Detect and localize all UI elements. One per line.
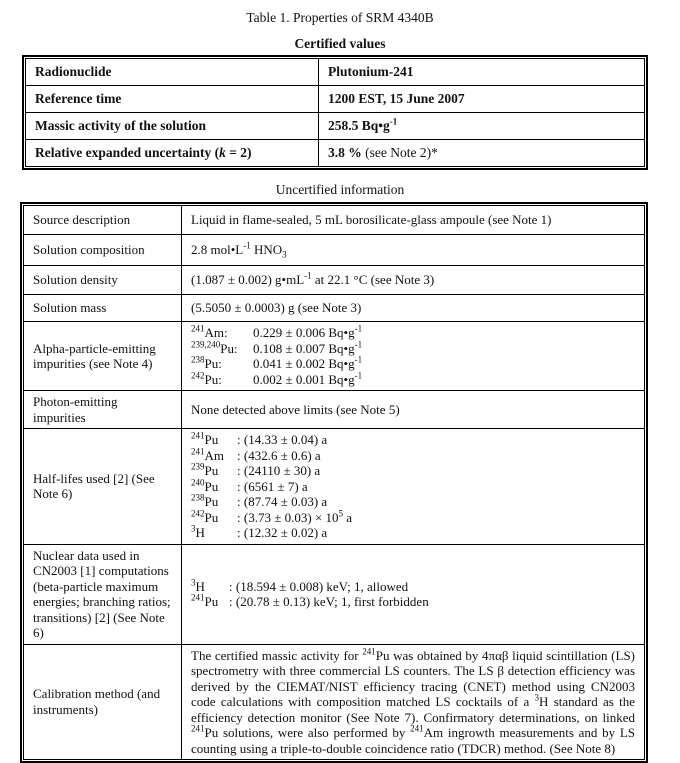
table-row: [26, 140, 645, 167]
row-label: Photon-emitting impurities: [33, 394, 118, 425]
row-value-cell: [182, 206, 645, 235]
nuclear-data-line: [191, 579, 635, 595]
row-value: (5.5050 ± 0.0003) g (see Note 3): [191, 300, 362, 316]
row-label-cell: [24, 206, 182, 235]
table-row: [26, 113, 645, 140]
table-row: [26, 86, 645, 113]
row-label-cell: [24, 644, 182, 760]
row-value: 2.8 $mol•L^{-1}$ $HNO_3$: [191, 240, 287, 260]
row-value: None detected above limits (see Note 5): [191, 401, 400, 417]
row-label-cell: [24, 295, 182, 322]
row-value-cell: [319, 59, 645, 86]
row-value-cell: [182, 644, 645, 760]
row-label-cell: [24, 544, 182, 644]
row-label: Massic activity of the solution: [35, 118, 206, 133]
row-label-cell: [24, 235, 182, 266]
row-label-cell: [24, 429, 182, 545]
half-life-line: [191, 448, 635, 464]
table-row: [24, 544, 645, 644]
half-life-value: : $(3.73 \pm 0.03) \times 10^5$ a: [237, 508, 353, 525]
row-value: 1200 EST, 15 June 2007: [328, 91, 465, 106]
row-value: 258.5 $Bq•g^{-1}$: [328, 116, 398, 133]
impurity-line: [191, 325, 635, 341]
row-label-cell: [26, 86, 319, 113]
row-value: (1.087 ± 0.002) $g•mL^{-1}$ at 22.1 °C (see Note 3): [191, 270, 435, 288]
half-life-value: : (12.32 ± 0.02) a: [237, 525, 328, 540]
row-value-cell: [182, 429, 645, 545]
table-row: [24, 295, 645, 322]
nuclide-label: $^{241}$Am: [191, 446, 224, 463]
table-row: [24, 391, 645, 429]
impurity-line: [191, 356, 635, 372]
row-label: Half-lifes used [2] (See Note 6): [33, 470, 155, 502]
row-value: Plutonium-241: [328, 64, 414, 79]
row-value-cell: [182, 235, 645, 266]
row-label: Alpha-particle-emitting impurities (see Note 4): [33, 340, 156, 371]
nuclide-label: $^3$H: [191, 577, 205, 594]
row-label: Source description: [33, 212, 131, 228]
nuclide-label: $^{239,240}$Pu:: [191, 339, 238, 356]
impurity-line: [191, 372, 635, 388]
certified-values-heading: Certified values: [294, 36, 386, 51]
row-label: Solution density: [33, 272, 118, 288]
impurity-line: [191, 341, 635, 357]
nuclear-data-value: : (20.78 ± 0.13) keV; 1, first forbidden: [229, 594, 429, 609]
impurity-value: 0.229 ± 0.006 $Bq•g^{-1}$: [253, 323, 363, 340]
row-value-cell: [182, 322, 645, 391]
nuclide-label: $^3$H: [191, 523, 205, 540]
nuclear-data-value: : (18.594 ± 0.008) keV; 1, allowed: [229, 578, 409, 594]
row-label-cell: [26, 140, 319, 167]
table-row: [24, 206, 645, 235]
nuclide-label: $^{238}$Pu: [191, 492, 219, 509]
row-value-cell: [182, 391, 645, 429]
row-label-cell: [24, 266, 182, 295]
row-label-cell: [24, 391, 182, 429]
row-label: Solution composition: [33, 242, 145, 258]
nuclide-label: $^{242}$Pu: [191, 508, 219, 525]
impurity-value: 0.041 ± 0.002 $Bq•g^{-1}$: [253, 354, 363, 371]
row-value-cell: [182, 544, 645, 644]
nuclide-label: $^{241}$Pu: [191, 430, 219, 447]
row-value: 3.8 % (see Note 2)*: [328, 145, 438, 160]
row-label: Radionuclide: [35, 64, 112, 79]
half-life-value: : (432.6 ± 0.6) a: [237, 447, 321, 463]
page-title: Table 1. Properties of SRM 4340B: [246, 10, 434, 25]
row-label: Calibration method (and instruments): [33, 686, 161, 717]
table-row: [26, 59, 645, 86]
impurity-value: 0.108 ± 0.007 $Bq•g^{-1}$: [253, 339, 363, 356]
nuclear-data-line: [191, 594, 635, 610]
half-life-value: : (24110 ± 30) a: [237, 463, 321, 478]
nuclide-label: $^{241}$Am:: [191, 323, 228, 340]
row-value-cell: [319, 86, 645, 113]
row-value-cell: [319, 113, 645, 140]
nuclide-label: $^{238}$Pu:: [191, 354, 222, 371]
row-label-cell: [26, 59, 319, 86]
nuclide-label: $^{239}$Pu: [191, 461, 219, 478]
row-label: Relative expanded uncertainty (k = 2): [35, 145, 252, 160]
table-row: [24, 429, 645, 545]
certified-values-table: [22, 55, 648, 170]
row-value: Liquid in flame-sealed, 5 mL borosilicate-glass ampoule (see Note 1): [191, 212, 552, 228]
table-row: [24, 235, 645, 266]
table-row: [24, 266, 645, 295]
half-life-line: [191, 525, 635, 541]
nuclide-label: $^{240}$Pu: [191, 477, 219, 494]
table-row: [24, 644, 645, 760]
row-value-cell: [319, 140, 645, 167]
row-label: Solution mass: [33, 300, 107, 316]
row-label: Nuclear data used in CN2003 [1] computations (beta-particle maximum energies; branching ratios; transitions) [2] (See Note 6): [33, 547, 171, 640]
table-row: [24, 322, 645, 391]
row-label-cell: [24, 322, 182, 391]
row-label-cell: [26, 113, 319, 140]
half-life-line: [191, 432, 635, 448]
uncertified-information-heading: Uncertified information: [275, 182, 405, 197]
half-life-line: [191, 463, 635, 479]
row-value-cell: [182, 295, 645, 322]
half-life-line: [191, 494, 635, 510]
half-life-value: : (14.33 ± 0.04) a: [237, 432, 328, 447]
uncertified-information-table: [20, 202, 648, 763]
nuclide-label: $^{241}$Pu: [191, 592, 219, 609]
impurity-value: 0.002 ± 0.001 $Bq•g^{-1}$: [253, 370, 363, 387]
half-life-value: : (87.74 ± 0.03) a: [237, 494, 328, 509]
nuclide-label: $^{242}$Pu:: [191, 370, 222, 387]
row-value-cell: [182, 266, 645, 295]
half-life-line: [191, 479, 635, 495]
calibration-method-paragraph: The certified massic activity for $^{241}$Pu was obtained by 4παβ liquid scintillation (LS) spectrometry with three commercial LS counters. The LS β detection efficiency was derived by the CIEMAT/NIST efficiency tracing (CNET) method using CN2003 code calculations with composition matched LS cocktails of a $^3$H standard as the efficiency detection monitor (See Note 7). Confirmatory determinations, on linked $^{241}$Pu solutions, were also performed by $^{241}$Am ingrowth measurements and by LS counting using a triple-to-double coincidence ratio (TDCR) method. (See Note 8): [191, 646, 636, 756]
row-label: Reference time: [35, 91, 122, 106]
half-life-line: [191, 510, 635, 526]
half-life-value: : (6561 ± 7) a: [237, 478, 308, 494]
